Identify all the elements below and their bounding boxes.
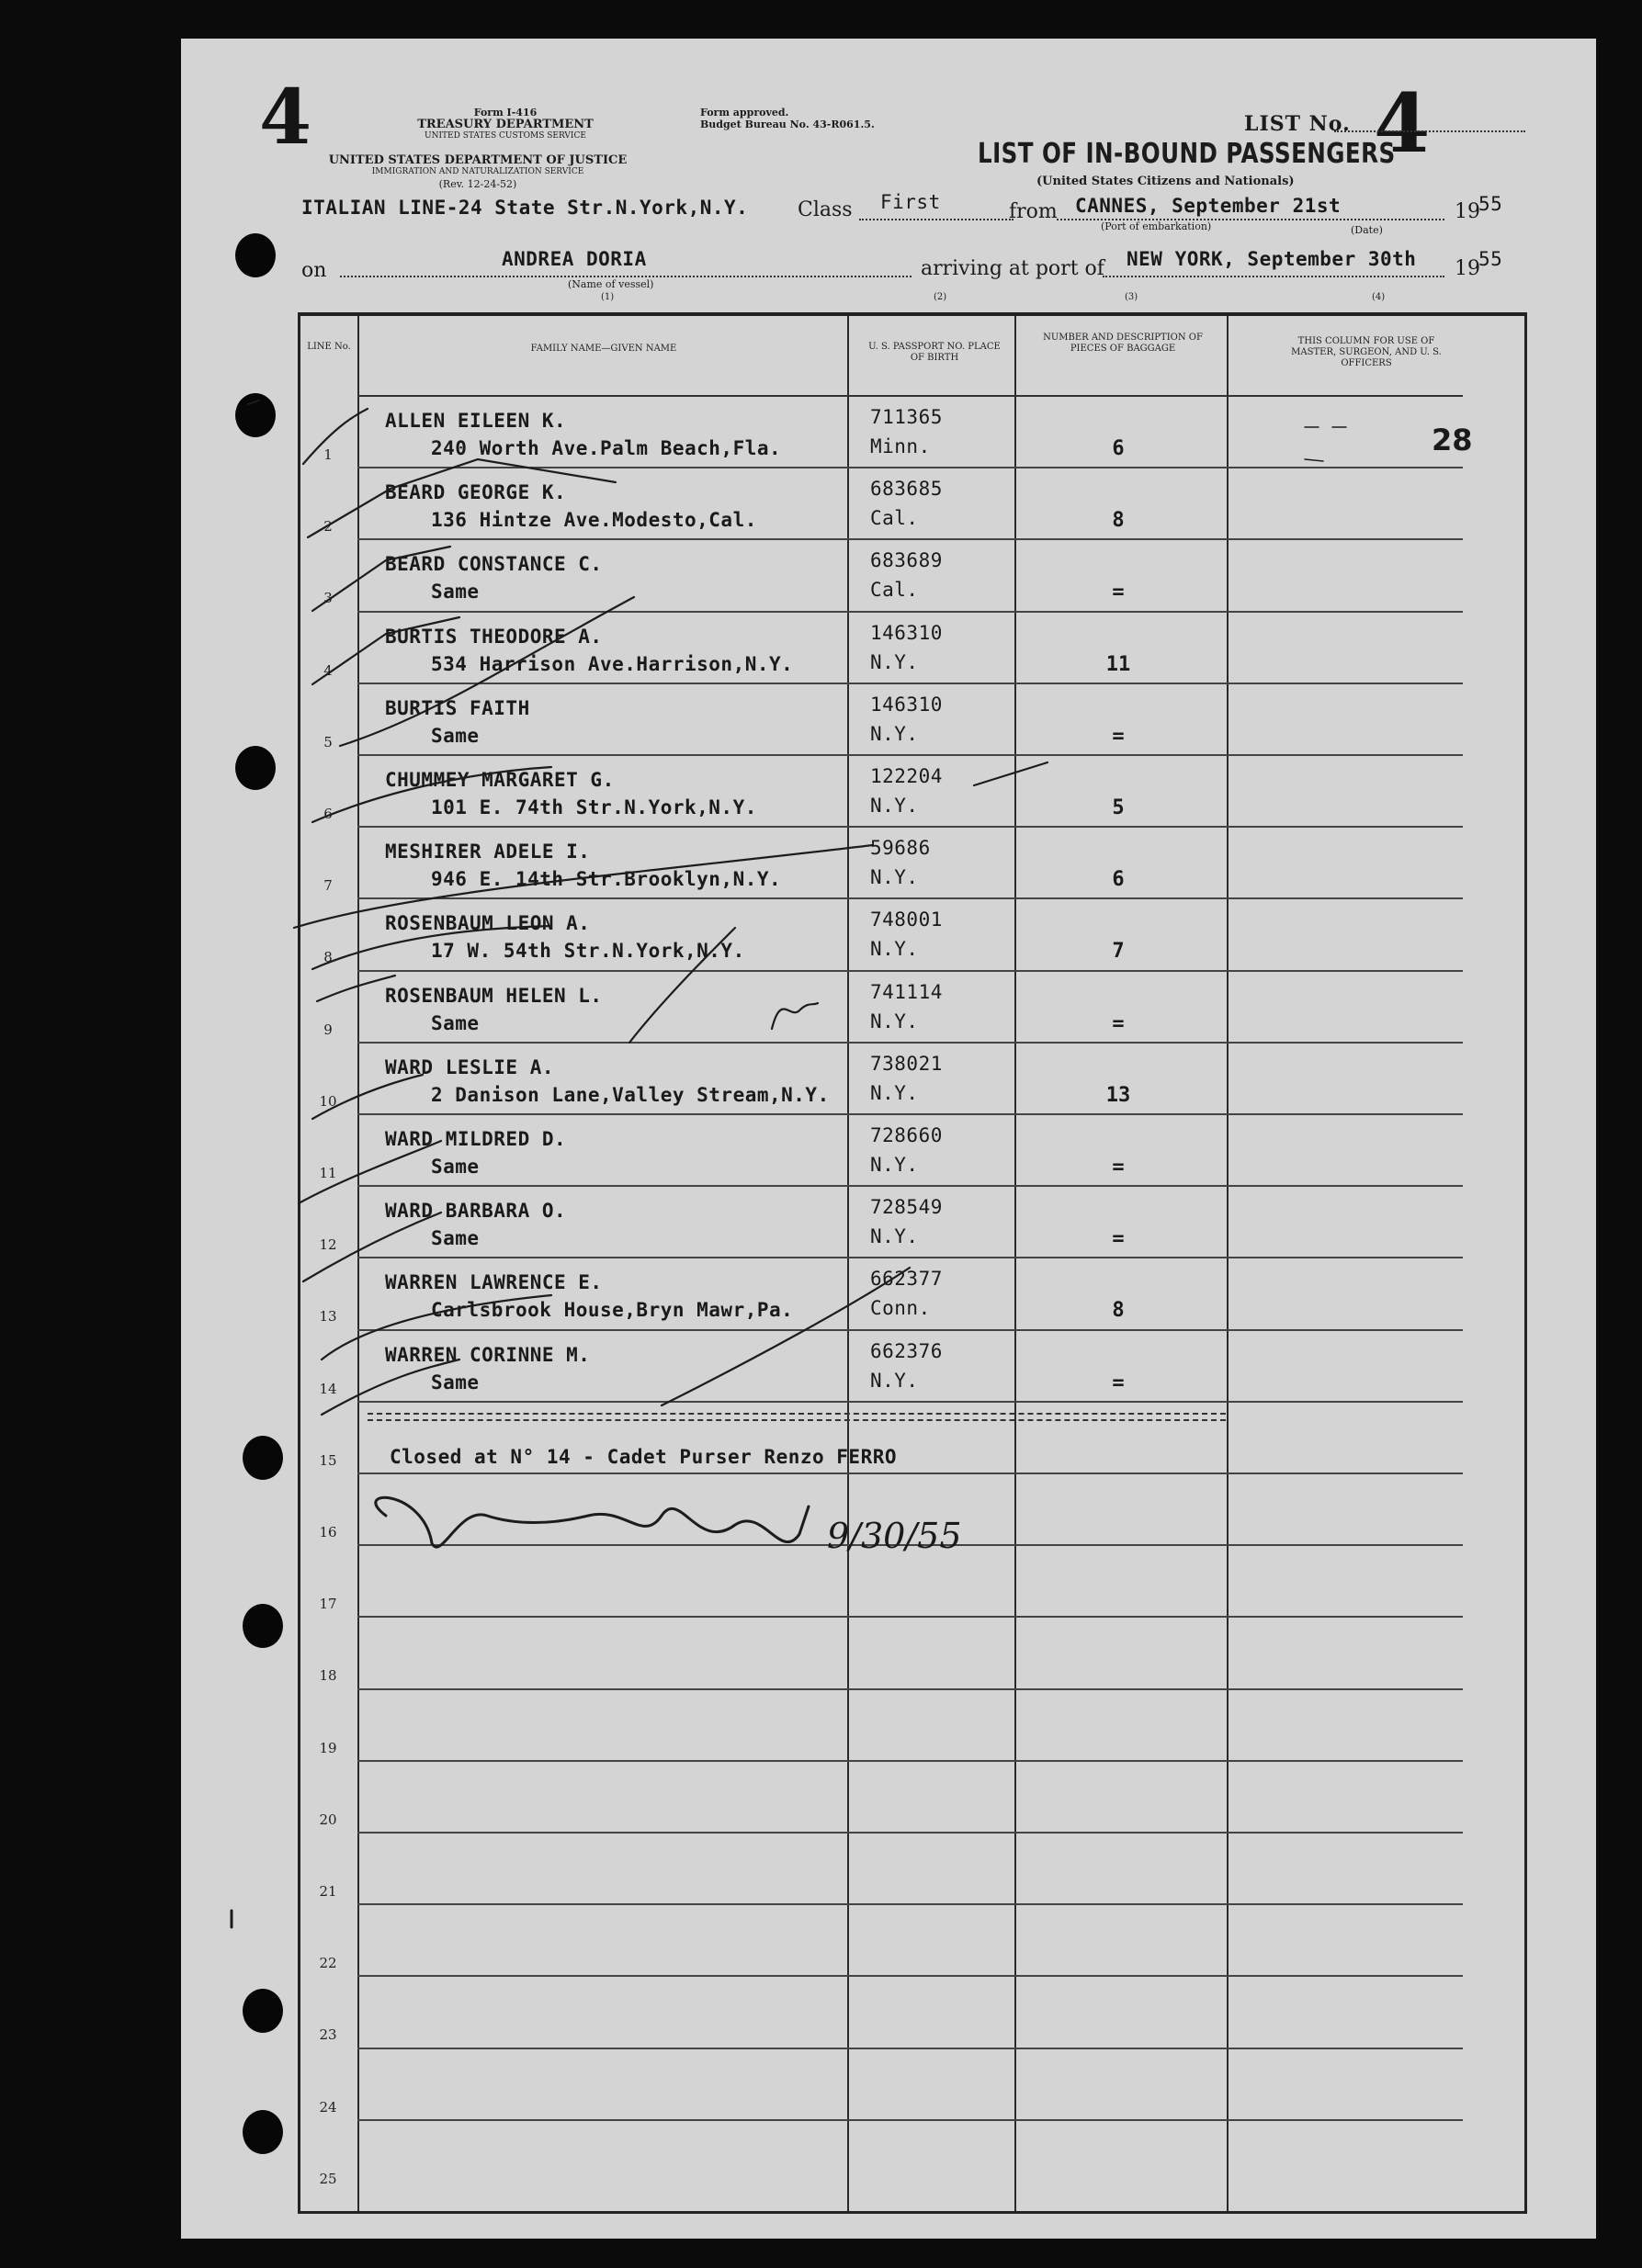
checkmark-2: [308, 459, 616, 537]
place-of-birth: N.Y.: [870, 722, 919, 745]
budget-bureau: Budget Bureau No. 43-R061.5.: [700, 118, 875, 130]
port-embark-caption: (Port of embarkation): [1101, 220, 1212, 232]
passenger-address: 946 E. 14th Str.Brooklyn,N.Y.: [431, 868, 782, 891]
col-caption-3: (3): [1125, 292, 1138, 302]
checkmark-14: [303, 1213, 441, 1281]
col-caption-1: (1): [601, 292, 615, 302]
checkmark-16: [322, 1360, 459, 1415]
passport-number: 683689: [870, 549, 943, 572]
passenger-name: WARD MILDRED D.: [385, 1128, 567, 1150]
passenger-name: MESHIRER ADELE I.: [385, 841, 591, 863]
passenger-name: WARREN LAWRENCE E.: [385, 1271, 603, 1294]
row-line-number: 13: [319, 1308, 337, 1326]
passport-number: 728660: [870, 1124, 943, 1146]
baggage-count: =: [1112, 581, 1125, 604]
place-of-birth: N.Y.: [870, 1369, 919, 1392]
header-officers: THIS COLUMN FOR USE OF MASTER, SURGEON, AND U. S. OFFICERS: [1291, 336, 1442, 368]
class-value: First: [880, 191, 941, 213]
row-line-number: 9: [323, 1021, 333, 1038]
row-line-number: 24: [319, 2098, 337, 2116]
place-of-birth: Minn.: [870, 435, 931, 457]
place-of-birth: N.Y.: [870, 650, 919, 673]
passenger-name: CHUMMEY MARGARET G.: [385, 769, 615, 791]
form-approved: Form approved.: [700, 107, 789, 118]
class-label: Class: [798, 198, 853, 221]
row-line-number: 19: [319, 1739, 337, 1756]
place-of-birth: N.Y.: [870, 795, 919, 817]
date-caption: (Date): [1351, 224, 1383, 236]
col-caption-4: (4): [1372, 292, 1386, 302]
form-number: Form I-416: [473, 107, 538, 118]
place-of-birth: N.Y.: [870, 1225, 919, 1248]
corner-list-number: 4: [259, 73, 312, 162]
passenger-name: ALLEN EILEEN K.: [385, 410, 567, 432]
passport-number: 662377: [870, 1268, 943, 1291]
passenger-name: WARD BARBARA O.: [385, 1200, 567, 1223]
year-1: 55: [1478, 193, 1503, 215]
passenger-address: Carlsbrook House,Bryn Mawr,Pa.: [431, 1299, 794, 1322]
passenger-name: BEARD GEORGE K.: [385, 481, 567, 504]
place-of-birth: Conn.: [870, 1297, 931, 1320]
from-value: CANNES, September 21st: [1075, 195, 1342, 217]
header-line-no: LINE No.: [307, 342, 351, 352]
baggage-count: 13: [1105, 1083, 1131, 1107]
passenger-name: BURTIS FAITH: [385, 696, 530, 719]
from-label: from: [1009, 200, 1058, 223]
list-number-handwritten: 4: [1374, 75, 1431, 171]
passport-number: 748001: [870, 908, 943, 931]
shipping-line: ITALIAN LINE-24 State Str.N.York,N.Y.: [301, 197, 749, 219]
row-line-number: 8: [323, 949, 333, 966]
passenger-address: 101 E. 74th Str.N.York,N.Y.: [431, 796, 757, 818]
passport-number: 738021: [870, 1052, 943, 1075]
place-of-birth: Cal.: [870, 507, 919, 530]
row-line-number: 25: [319, 2170, 337, 2187]
passport-number: 711365: [870, 406, 943, 428]
baggage-count: =: [1112, 1371, 1125, 1394]
checkmark-13: [299, 1141, 441, 1203]
passport-number: 683685: [870, 478, 943, 501]
passenger-name: ROSENBAUM LEON A.: [385, 912, 591, 935]
checkmark-12: [312, 1075, 423, 1119]
arriving-label: arriving at port of: [921, 257, 1104, 280]
checkmark-17: [662, 1268, 910, 1405]
row-line-number: 20: [319, 1811, 337, 1828]
passenger-name: WARD LESLIE A.: [385, 1055, 555, 1078]
passport-number: 662376: [870, 1339, 943, 1362]
passport-number: 146310: [870, 693, 943, 716]
baggage-count: 7: [1112, 940, 1125, 964]
checkmark-1: [303, 409, 368, 464]
on-label: on: [301, 259, 327, 282]
margin-tick: [248, 401, 259, 404]
passport-number: 146310: [870, 621, 943, 644]
customs-service: UNITED STATES CUSTOMS SERVICE: [425, 131, 586, 141]
place-of-birth: Cal.: [870, 579, 919, 602]
baggage-count: 8: [1112, 1299, 1125, 1323]
checkmark-10: [629, 928, 735, 1043]
rev-label: (Rev. 12-24-52): [438, 178, 517, 190]
passenger-address: 240 Worth Ave.Palm Beach,Fla.: [431, 437, 782, 459]
checkmark-11: [317, 976, 395, 1001]
baggage-count: 8: [1112, 509, 1125, 533]
checkmark-6: [974, 762, 1047, 785]
passenger-address: Same: [431, 724, 480, 747]
passenger-address: Same: [431, 1156, 480, 1178]
page-title: LIST OF IN-BOUND PASSENGERS: [978, 138, 1396, 170]
row-line-number: 1: [323, 446, 333, 463]
row-line-number: 15: [319, 1451, 337, 1469]
passenger-address: Same: [431, 1227, 480, 1250]
vessel-name: ANDREA DORIA: [502, 248, 647, 270]
checkmark-9: [312, 926, 551, 969]
row-line-number: 2: [323, 518, 333, 536]
row-line-number: 3: [323, 590, 333, 607]
passenger-address: 534 Harrison Ave.Harrison,N.Y.: [431, 652, 794, 675]
list-number-label: LIST No.: [1244, 112, 1351, 136]
place-of-birth: N.Y.: [870, 1010, 919, 1032]
year-prefix-1: 19: [1455, 200, 1480, 223]
faint-marks: [1305, 427, 1346, 461]
checkmark-5: [340, 597, 634, 746]
row-line-number: 18: [319, 1667, 337, 1685]
passenger-name: BURTIS THEODORE A.: [385, 625, 603, 648]
row-line-number: 21: [319, 1883, 337, 1900]
baggage-count: =: [1112, 724, 1125, 748]
initial-mark: [772, 1003, 818, 1029]
baggage-count: =: [1112, 1011, 1125, 1035]
doj-label: UNITED STATES DEPARTMENT OF JUSTICE: [328, 153, 628, 167]
checkmark-3: [312, 547, 450, 611]
row-line-number: 17: [319, 1596, 337, 1613]
signature-date: 9/30/55: [827, 1516, 962, 1556]
year-prefix-2: 19: [1455, 257, 1480, 280]
place-of-birth: N.Y.: [870, 1081, 919, 1104]
passenger-address: Same: [431, 1011, 480, 1034]
row-line-number: 16: [319, 1524, 337, 1540]
checkmark-8: [294, 845, 873, 928]
baggage-count: 11: [1105, 652, 1131, 676]
header-baggage: NUMBER AND DESCRIPTION OF PIECES OF BAGGAGE: [1043, 333, 1203, 354]
passport-number: 122204: [870, 765, 943, 787]
baggage-count: 6: [1112, 437, 1125, 460]
checkmark-4: [312, 617, 459, 684]
passport-number: 741114: [870, 980, 943, 1003]
closing-note: Closed at N° 14 - Cadet Purser Renzo FERRO: [390, 1446, 898, 1468]
checkmark-7: [312, 767, 551, 822]
passenger-address: Same: [431, 581, 480, 604]
arriving-value: NEW YORK, September 30th: [1127, 248, 1417, 270]
row-line-number: 12: [319, 1236, 337, 1254]
header-name: FAMILY NAME—GIVEN NAME: [530, 344, 677, 354]
baggage-count: 6: [1112, 868, 1125, 892]
passport-number: 59686: [870, 837, 931, 860]
year-2: 55: [1478, 248, 1503, 270]
passenger-address: 17 W. 54th Str.N.York,N.Y.: [431, 940, 745, 963]
passenger-name: WARREN CORINNE M.: [385, 1343, 591, 1366]
signature-scrawl: [376, 1497, 809, 1547]
ins-label: IMMIGRATION AND NATURALIZATION SERVICE: [371, 167, 584, 176]
row-line-number: 14: [319, 1380, 337, 1397]
row-line-number: 6: [323, 806, 333, 822]
treasury-dept: TREASURY DEPARTMENT: [417, 118, 594, 131]
page-subtitle: (United States Citizens and Nationals): [1036, 175, 1295, 188]
col-caption-2: (2): [934, 292, 947, 302]
baggage-count: =: [1112, 1227, 1125, 1251]
baggage-count: 5: [1112, 796, 1125, 819]
baggage-count: =: [1112, 1156, 1125, 1179]
passenger-address: 136 Hintze Ave.Modesto,Cal.: [431, 509, 757, 532]
place-of-birth: N.Y.: [870, 1154, 919, 1176]
row-line-number: 23: [319, 2026, 337, 2044]
passenger-address: Same: [431, 1371, 480, 1394]
row-line-number: 7: [323, 877, 333, 895]
passport-number: 728549: [870, 1196, 943, 1219]
vessel-caption: (Name of vessel): [568, 278, 654, 290]
checkmark-15: [322, 1295, 551, 1360]
place-of-birth: N.Y.: [870, 938, 919, 961]
row-line-number: 10: [319, 1092, 337, 1110]
row-line-number: 11: [319, 1165, 337, 1181]
place-of-birth: N.Y.: [870, 866, 919, 889]
passenger-name: ROSENBAUM HELEN L.: [385, 984, 603, 1007]
officer-count: 28: [1432, 423, 1473, 457]
passenger-name: BEARD CONSTANCE C.: [385, 553, 603, 576]
passenger-address: 2 Danison Lane,Valley Stream,N.Y.: [431, 1083, 830, 1106]
header-passport: U. S. PASSPORT NO. PLACE OF BIRTH: [868, 342, 1001, 363]
row-line-number: 5: [323, 733, 333, 750]
row-line-number: 22: [319, 1955, 337, 1972]
row-line-number: 4: [323, 661, 333, 679]
